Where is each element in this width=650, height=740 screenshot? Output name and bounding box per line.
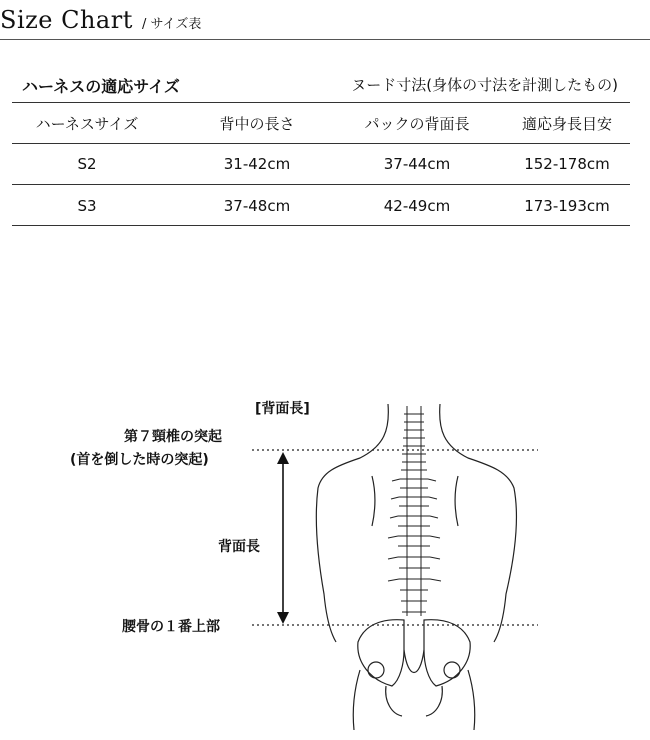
table-cell: 31-42cm [223, 155, 291, 173]
table-cell: 37-44cm [383, 155, 451, 173]
table-header-row [12, 104, 630, 144]
table-note: ヌード寸法(身体の寸法を計測したもの) [351, 76, 618, 94]
table-cell: 42-49cm [383, 197, 451, 215]
pelvis [353, 620, 475, 730]
table-cell: S3 [77, 197, 97, 215]
title-divider [0, 39, 650, 40]
table-rule [12, 184, 630, 185]
column-header: パックの背面長 [364, 115, 470, 133]
right-scapula [455, 476, 458, 526]
table-row [12, 144, 630, 184]
spine [388, 406, 441, 616]
column-header: 背中の長さ [219, 115, 295, 133]
page-title [0, 6, 201, 34]
title-subtext: / サイズ表 [141, 17, 202, 32]
table-caption: ハーネスの適応サイズ [22, 77, 180, 96]
back-length-arrow [277, 452, 289, 624]
table-caption-row [12, 70, 630, 102]
body-outline-left [316, 404, 388, 642]
diagram-heading: [背面長] [255, 401, 310, 417]
back-length-diagram [0, 380, 650, 740]
table-rule-bottom [12, 225, 630, 226]
column-header: 適応身長目安 [521, 115, 612, 133]
title-text: Size Chart [0, 6, 133, 34]
table-cell: S2 [77, 155, 97, 173]
back-illustration [0, 380, 650, 740]
hip-bone-label: 腰骨の１番上部 [122, 619, 220, 635]
column-header: ハーネスサイズ [35, 115, 139, 133]
c7-vertebra-label: 第７頸椎の突起 [124, 429, 222, 445]
table-rule-top [12, 102, 630, 103]
c7-vertebra-sublabel: (首を倒した時の突起) [70, 452, 209, 468]
body-outline-right [440, 404, 517, 642]
left-scapula [372, 476, 375, 526]
back-length-label: 背面長 [218, 539, 260, 555]
table-cell: 152-178cm [524, 155, 610, 173]
table-cell: 37-48cm [223, 197, 291, 215]
table-cell: 173-193cm [524, 197, 610, 215]
table-row [12, 186, 630, 226]
